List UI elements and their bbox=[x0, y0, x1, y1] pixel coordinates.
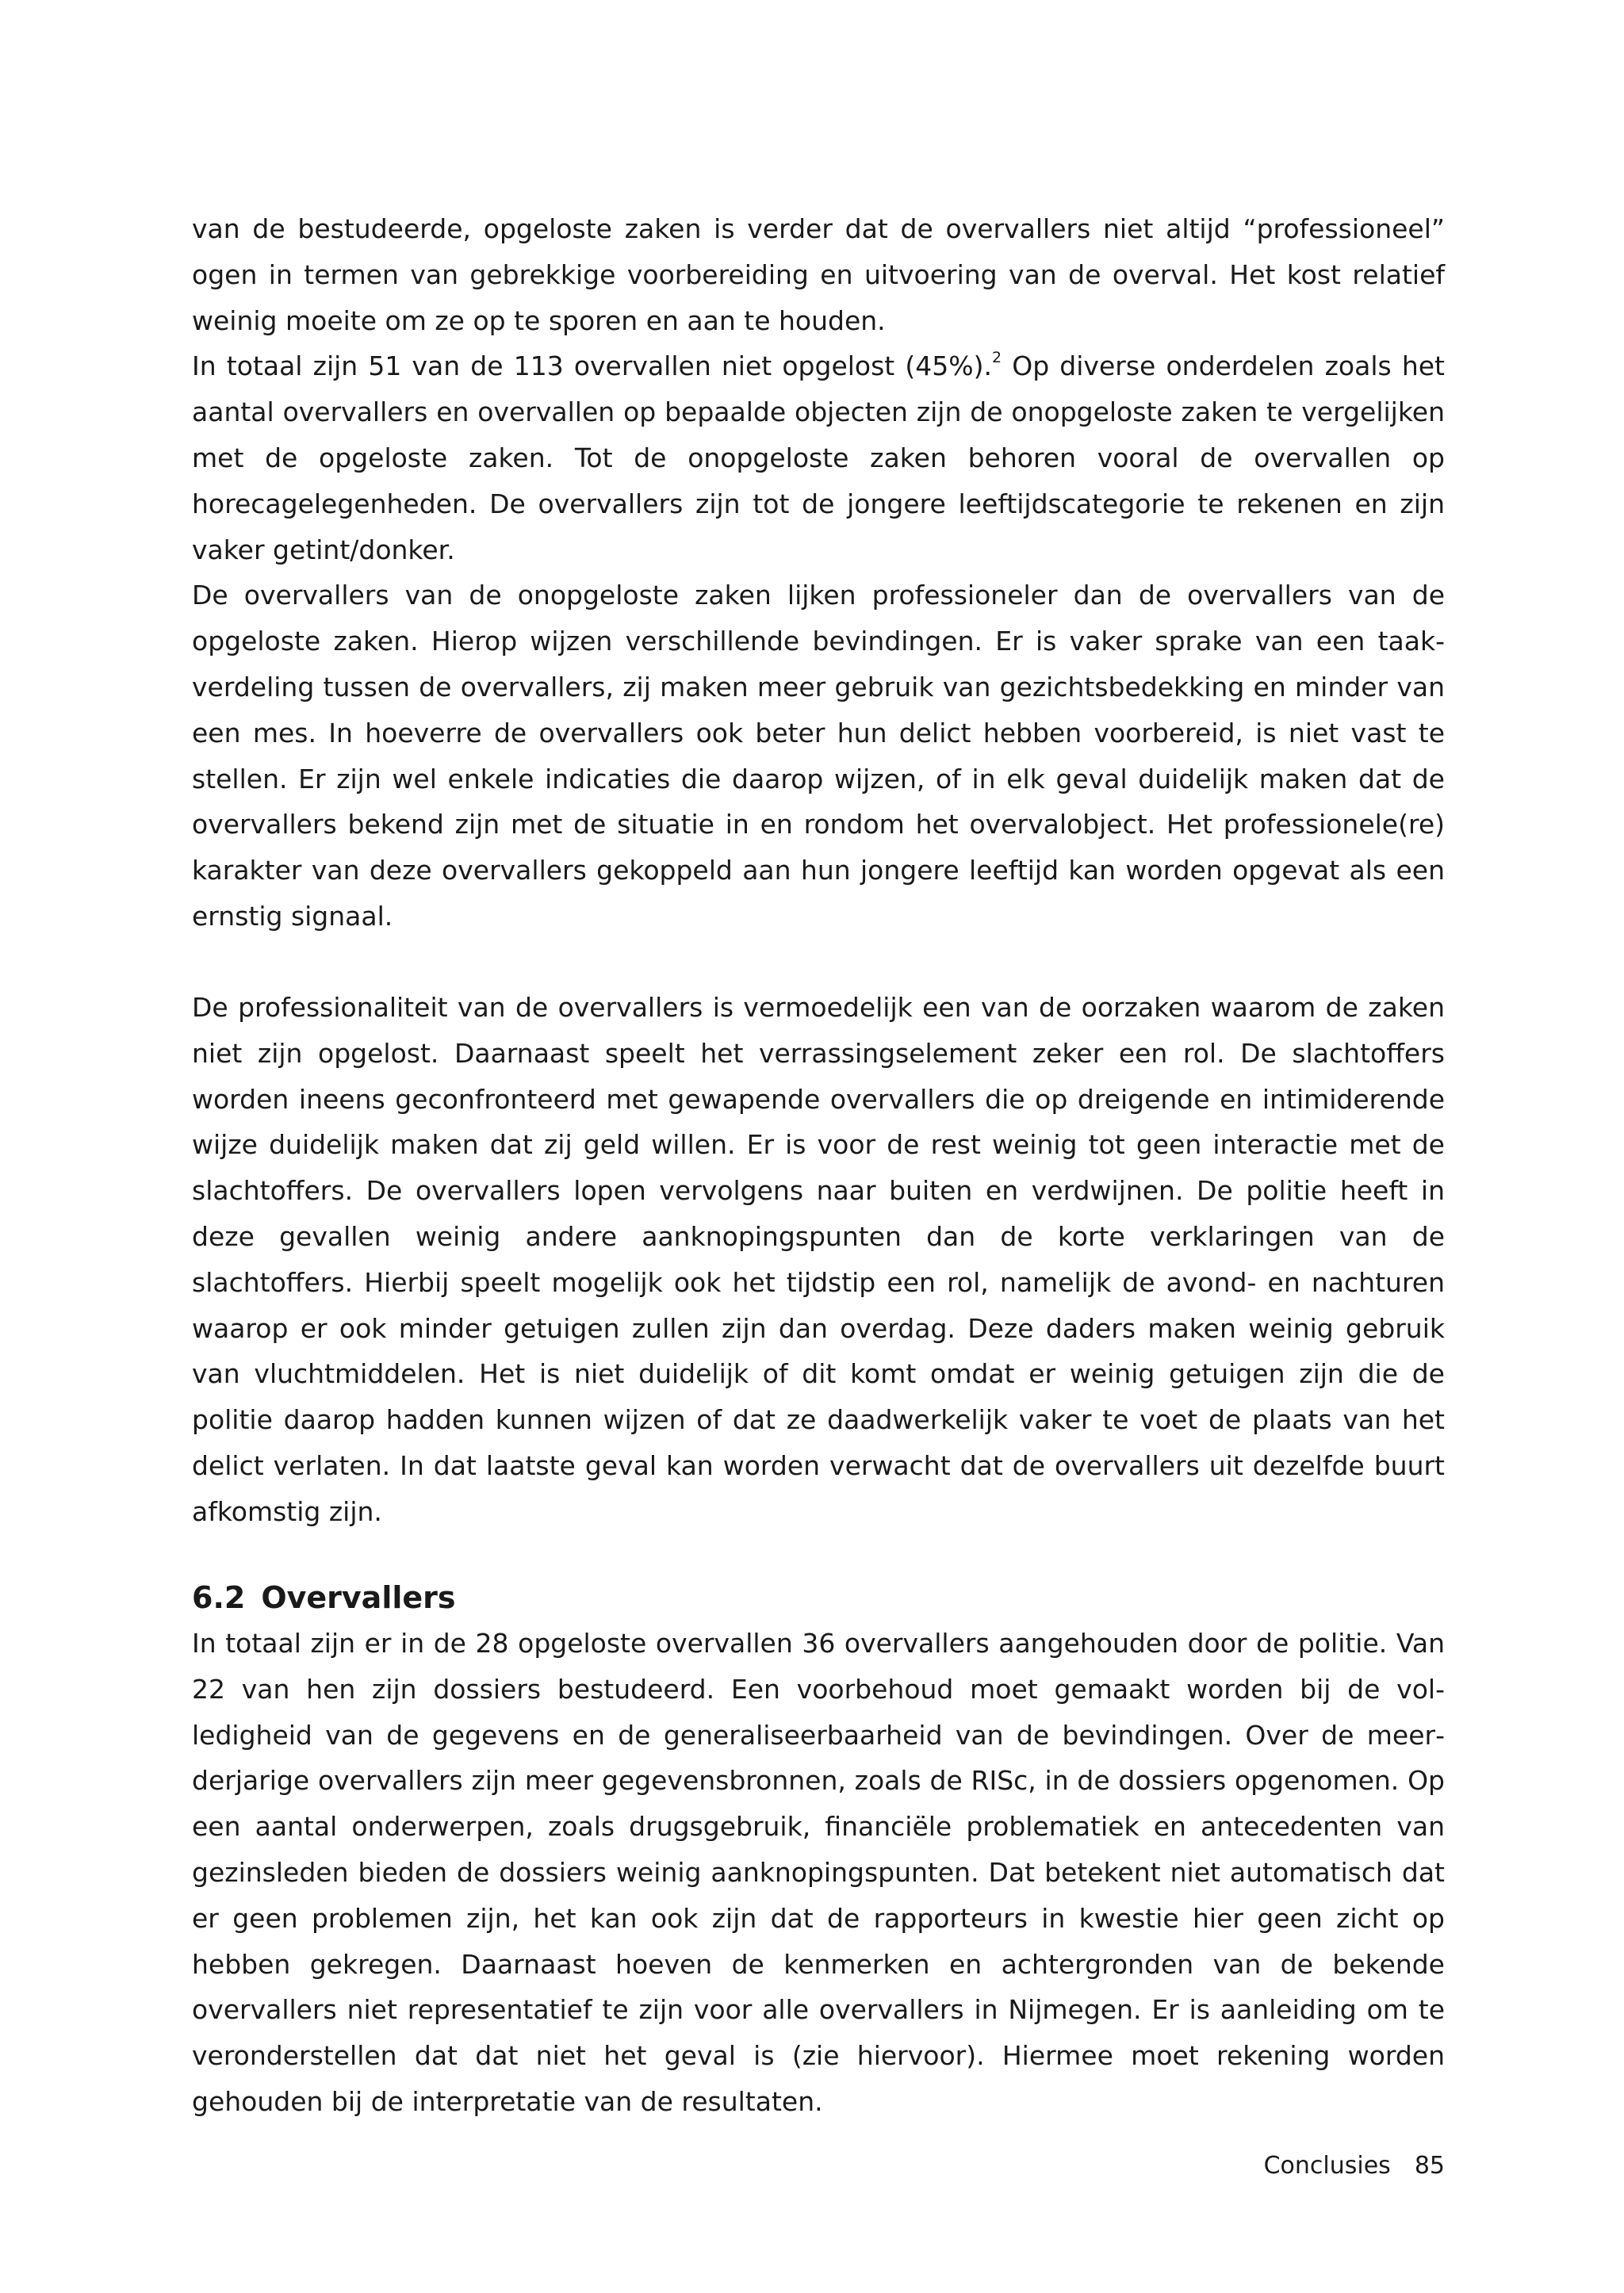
paragraph-unsolved-cases bbox=[192, 343, 1445, 572]
text-block-middle bbox=[192, 985, 1445, 1535]
section-title: Overvallers bbox=[261, 1580, 456, 1615]
text-block-top bbox=[192, 206, 1445, 940]
section-overvallers bbox=[192, 1579, 1445, 2125]
paragraph-text: Op diverse onderdelen zoals het aantal overvallers en overvallen op bepaalde objecten zijn de onopgeloste zaken te vergelijken met de opgeloste zaken. Tot de onopgeloste zaken behoren vooral de overvallen op horecagelegenheden. De overvallers zijn tot de jongere leeftijdscategorie te rekenen en zijn vaker getint/donker. bbox=[192, 350, 1445, 565]
page-number: 85 bbox=[1414, 2152, 1445, 2180]
paragraph-text: In totaal zijn 51 van de 113 overvallen niet opgelost (45%). bbox=[192, 350, 992, 382]
section-heading bbox=[192, 1579, 1445, 1616]
footnote-marker[interactable]: 2 bbox=[991, 349, 1002, 367]
paragraph-continued: van de bestudeerde, opgeloste zaken is verder dat de overvallers niet altijd “professioneel” ogen in termen van gebrekkige voorbereiding en uitvoering van de overval. Het kost relatief weinig moeite om ze op te sporen en aan te houden. bbox=[192, 213, 1445, 336]
page-footer bbox=[1264, 2150, 1445, 2182]
paragraph-arrested-robbers: In totaal zijn er in de 28 opgeloste overvallen 36 overvallers aangehouden door de politie. Van 22 van hen zijn dossiers bestudeerd. Een voorbehoud moet gemaakt worden bij de volledigheid van de gegevens en de generaliseerbaarheid van de bevindingen. Over de meerderjarige overvallers zijn meer gegevensbronnen, zoals de RISc, in de dossiers opgenomen. Op een aantal onderwerpen, zoals drugsgebruik, financiële problematiek en antecedenten van gezinsleden bieden de dossiers weinig aanknopingspunten. Dat betekent niet automatisch dat er geen problemen zijn, het kan ook zijn dat de rapporteurs in kwestie hier geen zicht op hebben gekregen. Daarnaast hoeven de kenmerken en achtergronden van de bekende overvallers niet representatief te zijn voor alle overvallers in Nijmegen. Er is aanleiding om te veronderstellen dat dat niet het geval is (zie hiervoor). Hiermee moet rekening worden gehouden bij de interpretatie van de resultaten. bbox=[192, 1628, 1445, 2117]
footer-chapter-title: Conclusies bbox=[1263, 2152, 1391, 2180]
paragraph-professional-robbers: De overvallers van de onopgeloste zaken lijken professioneler dan de overvallers van de opgeloste zaken. Hierop wijzen verschillende bevindingen. Er is vaker sprake van een taakverdeling tussen de overvallers, zij maken meer gebruik van gezichtsbedekking en minder van een mes. In hoeverre de overvallers ook beter hun delict hebben voorbereid, is niet vast te stellen. Er zijn wel enkele indicaties die daarop wijzen, of in elk geval duidelijk maken dat de overvallers bekend zijn met de situatie in en rondom het overvalobject. Het professionele(re) karakter van deze overvallers gekoppeld aan hun jongere leeftijd kan worden opgevat als een ernstig signaal. bbox=[192, 580, 1445, 932]
section-number: 6.2 bbox=[192, 1580, 246, 1615]
paragraph-professionalism: De professionaliteit van de overvallers is vermoedelijk een van de oorzaken waarom de zaken niet zijn opgelost. Daarnaast speelt het verrassingselement zeker een rol. De slachtoffers worden ineens geconfronteerd met gewapende overvallers die op dreigende en intimiderende wijze duidelijk maken dat zij geld willen. Er is voor de rest weinig tot geen interactie met de slachtoffers. De overvallers lopen vervolgens naar buiten en verdwijnen. De politie heeft in deze gevallen weinig andere aanknopingspunten dan de korte verklaringen van de slachtoffers. Hierbij speelt mogelijk ook het tijdstip een rol, namelijk de avond- en nachturen waarop er ook minder getuigen zullen zijn dan overdag. Deze daders maken weinig gebruik van vluchtmiddelen. Het is niet duidelijk of dit komt omdat er weinig getuigen zijn die de politie daarop hadden kunnen wijzen of dat ze daadwerkelijk vaker te voet de plaats van het delict verlaten. In dat laatste geval kan worden verwacht dat de overvallers uit dezelfde buurt afkomstig zijn. bbox=[192, 992, 1445, 1527]
